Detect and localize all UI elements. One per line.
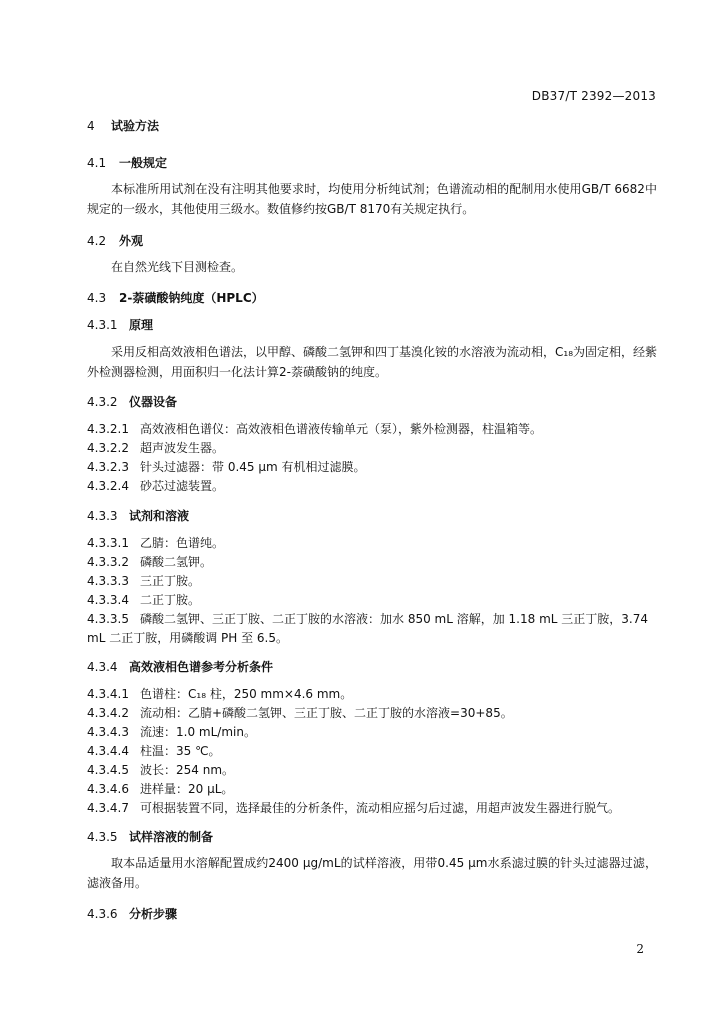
list-item xyxy=(87,592,200,609)
section-title: 高效液相色谱参考分析条件 xyxy=(129,660,274,674)
section-number: 4.3.3 xyxy=(87,509,118,523)
item-text: 乙腈：色谱纯。 xyxy=(140,536,225,550)
item-number: 4.3.4.5 xyxy=(87,763,129,777)
section-number: 4.2 xyxy=(87,234,107,248)
list-item xyxy=(87,611,648,628)
section-4-3-1-paragraph: 采用反相高效液相色谱法，以甲醇、磷酸二氢钾和四丁基溴化铵的水溶液为流动相，C₁₈为固定相，经紫外检测器检测，用面积归一化法计算2-萘磺酸钠的纯度。 xyxy=(87,345,658,379)
list-item xyxy=(87,686,352,703)
item-text: 流动相：乙腈+磷酸二氢钾、三正丁胺、二正丁胺的水溶液=30+85。 xyxy=(140,706,513,720)
item-number: 4.3.2.4 xyxy=(87,479,129,493)
item-number: 4.3.4.4 xyxy=(87,744,129,758)
item-text: 三正丁胺。 xyxy=(140,574,201,588)
item-number: 4.3.2.2 xyxy=(87,441,129,455)
list-item xyxy=(87,554,212,571)
list-item xyxy=(87,781,233,798)
item-number: 4.3.4.1 xyxy=(87,687,129,701)
item-text: 针头过滤器：带 0.45 μm 有机相过滤膜。 xyxy=(140,460,366,474)
item-number: 4.3.4.3 xyxy=(87,725,129,739)
section-4-3-5-heading xyxy=(87,829,213,846)
section-title: 原理 xyxy=(129,318,154,332)
section-title: 试剂和溶液 xyxy=(129,509,190,523)
item-text: 柱温：35 ℃。 xyxy=(140,744,221,758)
section-4-3-2-heading xyxy=(87,394,177,411)
section-number: 4 xyxy=(87,119,95,133)
section-title: 试验方法 xyxy=(111,119,160,133)
document-code: DB37/T 2392—2013 xyxy=(531,89,656,103)
item-number: 4.3.3.1 xyxy=(87,536,129,550)
section-number: 4.3.4 xyxy=(87,660,118,674)
item-number: 4.3.2.1 xyxy=(87,422,129,436)
section-number: 4.1 xyxy=(87,156,107,170)
section-4-2-paragraph: 在自然光线下目测检查。 xyxy=(111,260,244,274)
section-title: 试样溶液的制备 xyxy=(129,830,214,844)
item-number: 4.3.3.4 xyxy=(87,593,129,607)
section-number: 4.3 xyxy=(87,291,107,305)
list-item xyxy=(87,724,256,741)
item-number: 4.3.4.6 xyxy=(87,782,129,796)
item-number: 4.3.2.3 xyxy=(87,460,129,474)
item-number: 4.3.3.2 xyxy=(87,555,129,569)
section-4-heading xyxy=(87,118,159,135)
section-number: 4.3.6 xyxy=(87,907,118,921)
list-item xyxy=(87,478,224,495)
item-text: 磷酸二氢钾。 xyxy=(140,555,213,569)
section-4-3-4-heading xyxy=(87,659,273,676)
item-text: 波长：254 nm。 xyxy=(140,763,235,777)
section-title: 分析步骤 xyxy=(129,907,178,921)
list-item xyxy=(87,421,542,438)
list-item xyxy=(87,459,366,476)
item-number: 4.3.3.5 xyxy=(87,612,129,626)
section-4-1-heading xyxy=(87,155,167,172)
section-4-3-6-heading xyxy=(87,906,177,923)
section-title: 2-萘磺酸钠纯度（HPLC） xyxy=(119,291,264,305)
page-number: 2 xyxy=(636,942,644,956)
item-text: 砂芯过滤装置。 xyxy=(140,479,225,493)
section-title: 仪器设备 xyxy=(129,395,178,409)
section-4-2-heading xyxy=(87,233,143,250)
list-item xyxy=(87,535,224,552)
section-number: 4.3.1 xyxy=(87,318,118,332)
list-item xyxy=(87,762,234,779)
item-number: 4.3.4.7 xyxy=(87,801,129,815)
list-item-continuation: mL 二正丁胺，用磷酸调 PH 至 6.5。 xyxy=(87,631,288,645)
item-text: 超声波发生器。 xyxy=(140,441,225,455)
item-text: 色谱柱：C₁₈ 柱，250 mm×4.6 mm。 xyxy=(140,687,353,701)
item-text: 流速：1.0 mL/min。 xyxy=(140,725,256,739)
list-item xyxy=(87,440,224,457)
item-number: 4.3.3.3 xyxy=(87,574,129,588)
list-item xyxy=(87,705,513,722)
item-text: 磷酸二氢钾、三正丁胺、二正丁胺的水溶液：加水 850 mL 溶解，加 1.18 mL 三正丁胺，3.74 xyxy=(140,612,648,626)
list-item xyxy=(87,743,221,760)
section-number: 4.3.2 xyxy=(87,395,118,409)
item-text: 高效液相色谱仪：高效液相色谱液传输单元（泵），紫外检测器，柱温箱等。 xyxy=(140,422,543,436)
section-title: 外观 xyxy=(119,234,144,248)
list-item xyxy=(87,800,620,817)
item-number: 4.3.4.2 xyxy=(87,706,129,720)
item-text: 进样量：20 μL。 xyxy=(140,782,234,796)
item-text: 可根据装置不同，选择最佳的分析条件，流动相应摇匀后过滤，用超声波发生器进行脱气。 xyxy=(140,801,621,815)
section-4-3-5-paragraph: 取本品适量用水溶解配置成约2400 μg/mL的试样溶液，用带0.45 μm水系滤过膜的针头过滤器过滤，滤液备用。 xyxy=(87,856,657,890)
section-4-3-3-heading xyxy=(87,508,189,525)
section-4-3-1-heading xyxy=(87,317,153,334)
section-number: 4.3.5 xyxy=(87,830,118,844)
item-text: 二正丁胺。 xyxy=(140,593,201,607)
section-title: 一般规定 xyxy=(119,156,168,170)
list-item xyxy=(87,573,200,590)
section-4-3-heading xyxy=(87,290,264,307)
section-4-1-paragraph: 本标准所用试剂在没有注明其他要求时，均使用分析纯试剂；色谱流动相的配制用水使用GB/T 6682中规定的一级水，其他使用三级水。数值修约按GB/T 8170有关规定执行。 xyxy=(87,182,657,216)
